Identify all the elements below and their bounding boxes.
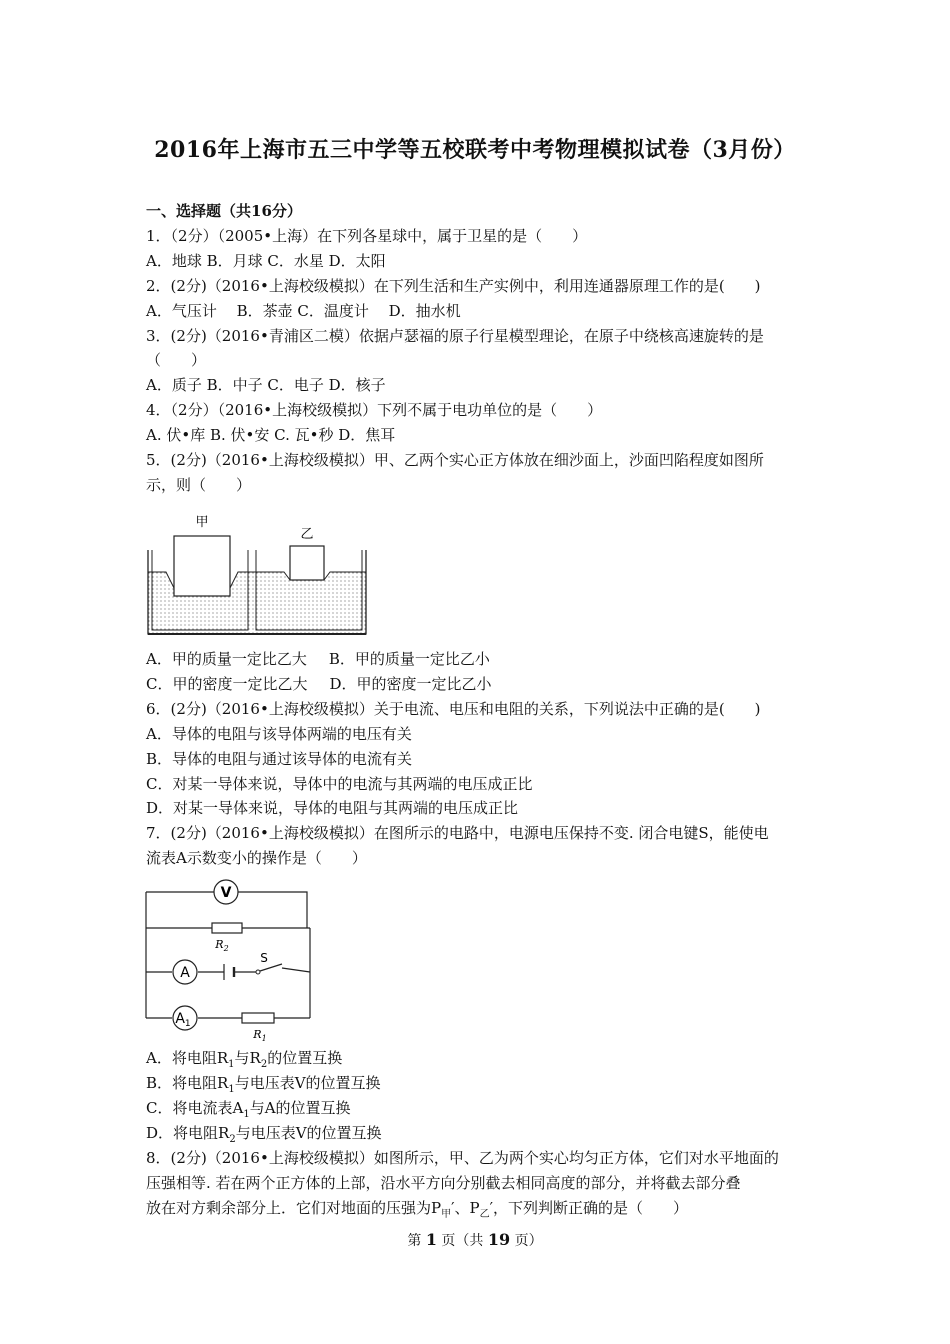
- voltmeter-label: V: [220, 885, 232, 901]
- q7-stem-1: 7．(2分)（2016•上海校级模拟）在图所示的电路中，电源电压保持不变. 闭合电键S，能使电: [146, 824, 769, 842]
- q6-opt-c: C．对某一导体来说，导体中的电流与其两端的电压成正比: [146, 775, 533, 793]
- q2-stem: 2．(2分)（2016•上海校级模拟）在下列生活和生产实例中，利用连通器原理工作的是( ): [146, 277, 761, 295]
- circuit-figure: [144, 876, 316, 1046]
- q5-opt-b: B．甲的质量一定比乙小: [328, 650, 490, 668]
- resistor-r2: [212, 923, 242, 933]
- cube-yi: [290, 546, 324, 580]
- q5-opt-c: C．甲的密度一定比乙大: [146, 675, 308, 693]
- q5-stem-1: 5．(2分)（2016•上海校级模拟）甲、乙两个实心正方体放在细沙面上，沙面凹陷程度如图所: [146, 451, 764, 469]
- q8-line-3: 放在对方剩余部分上．它们对地面的压强为$P_甲'$、$P_乙'$，下列判断正确的是（ ）: [146, 1199, 689, 1220]
- r1-label: $R_1$: [253, 1028, 267, 1043]
- page-footer: 第 1 页（共 19 页）: [407, 1230, 543, 1249]
- q1-options: A．地球 B．月球 C．水星 D．太阳: [146, 252, 386, 270]
- ammeter-label: A: [180, 965, 190, 981]
- q6-opt-d: D．对某一导体来说，导体的电阻与其两端的电压成正比: [146, 799, 519, 817]
- label-jia: 甲: [195, 515, 209, 530]
- resistor-r1: [242, 1013, 274, 1023]
- q5-opt-a: A．甲的质量一定比乙大: [146, 650, 307, 668]
- sand-cubes-figure: [144, 508, 376, 640]
- q4-options: A. 伏•库 B. 伏•安 C. 瓦•秒 D．焦耳: [146, 426, 396, 444]
- q7-stem-2: 流表A示数变小的操作是（ ）: [146, 849, 367, 867]
- r2-label: $R_2$: [215, 938, 229, 953]
- section-heading: 一、选择题（共16分）: [146, 202, 302, 220]
- q8-line-2: 压强相等. 若在两个正方体的上部，沿水平方向分别截去相同高度的部分，并将截去部分叠: [146, 1174, 741, 1192]
- q7-opt-c: C．将电流表$A_1$与A的位置互换: [146, 1099, 351, 1120]
- cube-jia: [174, 536, 230, 596]
- q7-opt-a: A．将电阻$R_1$与$R_2$的位置互换: [146, 1049, 343, 1070]
- q1-stem: 1．（2分）（2005•上海）在下列各星球中，属于卫星的是（ ）: [146, 227, 588, 245]
- q6-stem: 6．(2分)（2016•上海校级模拟）关于电流、电压和电阻的关系，下列说法中正确的是( ): [146, 700, 761, 718]
- q3-options: A．质子 B．中子 C．电子 D．核子: [146, 376, 386, 394]
- q2-options: A．气压计 B．茶壶 C．温度计 D．抽水机: [146, 302, 461, 320]
- q6-opt-b: B．导体的电阻与通过该导体的电流有关: [146, 750, 413, 768]
- q6-opt-a: A．导体的电阻与该导体两端的电压有关: [146, 725, 412, 743]
- switch-icon: [260, 964, 282, 971]
- sand-right: [252, 572, 366, 634]
- q4-stem: 4．（2分）（2016•上海校级模拟）下列不属于电功单位的是（ ）: [146, 401, 603, 419]
- page-title: 2016年上海市五三中学等五校联考中考物理模拟试卷（3月份）: [154, 137, 796, 163]
- q5-options-ab: [146, 649, 490, 669]
- q7-opt-b: B．将电阻$R_1$与电压表V的位置互换: [146, 1074, 381, 1095]
- q5-options-cd: [146, 674, 492, 694]
- ammeter1-label: $A_1$: [175, 1011, 191, 1029]
- label-yi: 乙: [300, 527, 314, 542]
- q3-stem-1: 3．(2分)（2016•青浦区二模）依据卢瑟福的原子行星模型理论，在原子中绕核高速旋转的是: [146, 327, 764, 345]
- switch-label: S: [260, 951, 268, 965]
- q8-line-1: 8．(2分)（2016•上海校级模拟）如图所示，甲、乙为两个实心均匀正方体，它们对水平地面的: [146, 1149, 779, 1167]
- q3-stem-2: （ ）: [146, 351, 207, 369]
- q7-opt-d: D．将电阻$R_2$与电压表V的位置互换: [146, 1124, 382, 1145]
- q5-opt-d: D．甲的密度一定比乙小: [329, 675, 492, 693]
- q5-stem-2: 示，则（ ）: [146, 476, 252, 494]
